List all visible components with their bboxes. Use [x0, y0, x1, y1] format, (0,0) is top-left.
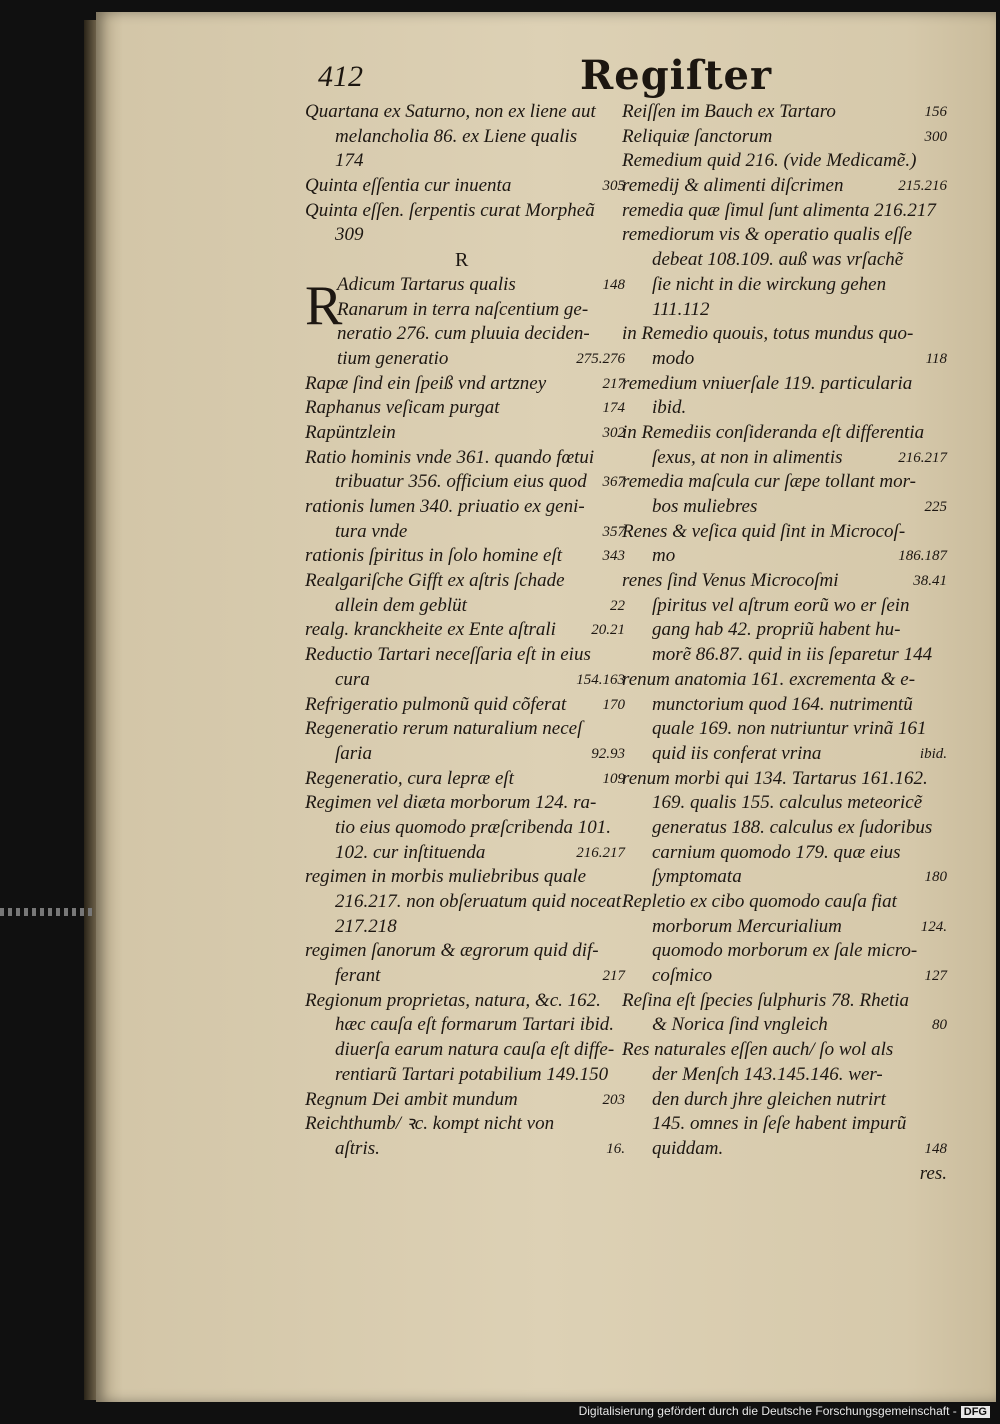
index-entry-line: [622, 816, 947, 841]
index-entry-line: [305, 520, 625, 545]
index-entry-page-ref: 225: [924, 499, 947, 515]
index-entry-line: [622, 446, 947, 471]
index-entry-text: & Norica ſind vngleich: [652, 1014, 828, 1036]
index-entry-line: [305, 544, 625, 569]
index-entry-line: [622, 273, 947, 298]
index-entry-line: [305, 421, 625, 446]
index-entry-line: [622, 594, 947, 619]
index-entry-line: [622, 1038, 947, 1063]
index-entry-line: [622, 1013, 947, 1038]
index-entry-line: [305, 915, 625, 940]
index-entry-page-ref: 148: [924, 1140, 947, 1157]
index-entry-text: rationis ſpiritus in ſolo homine eſt: [305, 545, 563, 567]
index-entry-line: [622, 544, 947, 569]
index-entry-page-ref: 148: [602, 276, 625, 293]
book-page-edge: [84, 20, 96, 1400]
index-entry-text: Ranarum in terra naſcentium ge-: [337, 298, 589, 320]
index-entry-text: in Remedio quouis, totus mundus quo-: [622, 323, 914, 345]
index-entry-page-ref: 367: [602, 474, 625, 491]
index-entry-line: [622, 248, 947, 273]
footer-text: Digitalisierung gefördert durch die Deutsche Forschungsgemeinschaft -: [578, 1404, 957, 1418]
index-entry-line: [622, 643, 947, 668]
index-entry-page-ref: 170: [602, 696, 625, 713]
drop-cap: R: [305, 275, 343, 337]
index-entry-line: [305, 865, 625, 890]
index-entry-line: [305, 816, 625, 841]
index-entry-line: [305, 841, 625, 866]
index-entry-line: [305, 125, 625, 150]
index-entry-text: Reichthumb/ ꝛc. kompt nicht von: [305, 1113, 555, 1135]
index-entry-text: Refrigeratio pulmonũ quid cõferat: [305, 693, 567, 715]
index-entry-line: [622, 199, 947, 224]
index-entry-text: Realgariſche Gifft ex aſtris ſchade: [305, 570, 565, 592]
footer-credit: [579, 1404, 990, 1418]
index-entry-line: [305, 890, 625, 915]
index-entry-line: [622, 372, 947, 397]
index-entry-text: rationis lumen 340. priuatio ex geni-: [305, 496, 585, 517]
index-entry-text: 111.112: [652, 298, 710, 320]
index-entry-page-ref: 302: [602, 424, 625, 441]
index-entry-text: renes ſind Venus Microcoſmi: [622, 570, 839, 592]
index-entry-page-ref: 217: [602, 968, 625, 985]
index-entry-line: [305, 298, 625, 323]
dfg-logo: DFG: [961, 1406, 990, 1418]
index-entry-page-ref: 92.93: [591, 745, 625, 762]
index-entry-line: [622, 841, 947, 866]
index-entry-line: [305, 199, 625, 224]
index-entry-text: coſmico: [652, 965, 713, 987]
index-entry-text: quomodo morborum ex ſale micro-: [652, 940, 918, 962]
index-entry-text: remediorum vis & operatio qualis eſſe: [622, 224, 913, 246]
index-entry-line: [305, 1112, 625, 1137]
index-entry-line: [622, 964, 947, 989]
index-entry-page-ref: 124.: [920, 918, 947, 935]
index-entry-text: ſexus, at non in alimentis: [652, 446, 843, 468]
index-entry-page-ref: 215.216: [898, 178, 947, 195]
index-entry-text: Quinta eſſentia cur inuenta: [305, 175, 512, 197]
index-entry-text: remedia quæ ſimul ſunt alimenta 216.217: [622, 199, 936, 221]
index-entry-text: ferant: [335, 965, 381, 987]
index-entry-page-ref: 275.276: [576, 350, 625, 367]
index-entry-page-ref: 156: [924, 104, 947, 120]
index-entry-line: [622, 693, 947, 718]
index-entry-text: morborum Mercurialium: [652, 915, 842, 937]
index-entry-line: [305, 643, 625, 668]
index-entry-text: rentiarũ Tartari potabilium 149.150: [335, 1063, 609, 1085]
index-entry-text: mo: [652, 545, 676, 567]
index-entry-line: [622, 668, 947, 693]
page-title: Regiſter: [580, 52, 773, 99]
index-entry-text: tura vnde: [335, 520, 408, 542]
index-entry-page-ref: 186.187: [898, 548, 947, 565]
index-entry-text: remedij & alimenti diſcrimen: [622, 175, 844, 197]
index-entry-text: Reliquiæ ſanctorum: [622, 125, 773, 147]
index-entry-text: Reſina eſt ſpecies ſulphuris 78. Rhetia: [622, 989, 910, 1011]
index-entry-page-ref: 203: [602, 1091, 625, 1108]
index-entry-page-ref: 22: [610, 597, 625, 614]
index-entry-line: [622, 223, 947, 248]
index-entry-text: quiddam.: [652, 1137, 724, 1159]
index-entry-line: [305, 1137, 625, 1162]
index-entry-line: [622, 791, 947, 816]
index-entry-line: [305, 1063, 625, 1088]
index-entry-page-ref: 154.163: [576, 671, 625, 688]
index-entry-text: renum anatomia 161. excrementa & e-: [622, 668, 916, 690]
index-entry-text: 102. cur inſtituenda: [335, 841, 486, 863]
index-entry-text: ſymptomata: [652, 866, 742, 888]
index-entry-line: [622, 865, 947, 890]
index-entry-text: regimen in morbis muliebribus quale: [305, 866, 587, 888]
index-entry-page-ref: 174: [602, 400, 625, 417]
index-entry-text: Regeneratio, cura lepræ eſt: [305, 767, 514, 789]
index-entry-text: remedium vniuerſale 119. particularia: [622, 372, 913, 394]
index-entry-text: Reductio Tartari neceſſaria eſt in eius: [305, 644, 591, 666]
index-entry-text: generatus 188. calculus ex ſudoribus: [652, 816, 933, 838]
index-entry-page-ref: ibid.: [919, 745, 947, 762]
index-entry-page-ref: 357: [602, 523, 625, 540]
index-entry-text: debeat 108.109. auß was vrſachẽ: [652, 249, 904, 271]
index-entry-text: R: [455, 249, 469, 272]
index-entry-line: [622, 421, 947, 446]
index-entry-line: [305, 791, 625, 816]
index-entry-text: den durch jhre gleichen nutrirt: [652, 1088, 886, 1110]
index-entry-line: [622, 939, 947, 964]
index-entry-line: [622, 989, 947, 1014]
index-entry-line: [305, 273, 625, 298]
index-entry-page-ref: 38.41: [913, 573, 947, 590]
index-entry-line: [305, 372, 625, 397]
index-entry-line: [622, 1162, 947, 1187]
index-entry-line: [622, 1112, 947, 1137]
index-entry-text: Regeneratio rerum naturalium neceſ: [305, 718, 583, 740]
index-entry-text: bos muliebres: [652, 496, 758, 517]
index-entry-line: [622, 1063, 947, 1088]
index-entry-line: [622, 149, 947, 174]
index-entry-text: Regnum Dei ambit mundum: [305, 1088, 518, 1110]
index-entry-text: tribuatur 356. officium eius quod: [335, 471, 587, 493]
index-entry-line: [305, 569, 625, 594]
index-entry-text: diuerſa earum natura cauſa eſt diffe-: [335, 1039, 615, 1061]
index-entry-text: 145. omnes in ſeſe habent impurũ: [652, 1113, 907, 1135]
index-entry-line: [622, 100, 947, 125]
index-entry-text: Repletio ex cibo quomodo cauſa fiat: [622, 891, 897, 912]
index-entry-line: [622, 1137, 947, 1162]
index-entry-line: [622, 125, 947, 150]
index-entry-text: Ratio hominis vnde 361. quando fœtui: [305, 446, 595, 468]
index-entry-text: melancholia 86. ex Liene qualis: [335, 125, 578, 147]
index-entry-text: ſaria: [335, 742, 372, 764]
index-entry-text: carnium quomodo 179. quæ eius: [652, 841, 901, 863]
index-entry-text: tio eius quomodo præſcribenda 101.: [335, 816, 612, 838]
index-entry-text: gang hab 42. propriũ habent hu-: [652, 619, 901, 641]
index-entry-line: [305, 322, 625, 347]
index-entry-line: [622, 742, 947, 767]
index-entry-text: Quinta eſſen. ſerpentis curat Morpheã: [305, 199, 595, 221]
index-entry-text: 169. qualis 155. calculus meteoricẽ: [652, 792, 923, 814]
index-entry-text: ſie nicht in die wirckung gehen: [652, 273, 887, 295]
index-entry-text: aſtris.: [335, 1137, 380, 1159]
index-entry-line: [305, 939, 625, 964]
index-entry-text: regimen ſanorum & ægrorum quid dif-: [305, 940, 599, 962]
index-entry-text: Rapüntzlein: [305, 421, 396, 443]
index-entry-page-ref: 127: [924, 968, 947, 985]
index-entry-text: quale 169. non nutriuntur vrinã 161: [652, 718, 927, 740]
index-entry-text: 174: [335, 150, 364, 172]
index-entry-text: neratio 276. cum pluuia deciden-: [337, 323, 590, 345]
index-entry-line: [622, 396, 947, 421]
index-entry-text: ibid.: [652, 397, 687, 419]
index-entry-page-ref: 180: [924, 869, 947, 886]
index-entry-text: Regionum proprietas, natura, &c. 162.: [305, 989, 601, 1011]
index-entry-line: [622, 298, 947, 323]
index-entry-line: [305, 100, 625, 125]
index-entry-line: [622, 322, 947, 347]
index-entry-text: Regimen vel diæta morborum 124. ra-: [305, 792, 597, 814]
index-entry-text: Rapæ ſind ein ſpeiß vnd artzney: [305, 372, 547, 394]
index-entry-text: 217.218: [335, 915, 397, 937]
index-entry-text: renum morbi qui 134. Tartarus 161.162.: [622, 767, 928, 789]
index-entry-line: [305, 248, 625, 273]
index-entry-text: ſpiritus vel aſtrum eorũ wo er ſein: [652, 594, 910, 616]
index-entry-line: [305, 495, 625, 520]
index-entry-text: der Menſch 143.145.146. wer-: [652, 1063, 883, 1085]
index-entry-text: Raphanus veſicam purgat: [305, 397, 500, 419]
index-entry-line: [305, 174, 625, 199]
index-entry-text: res.: [919, 1162, 947, 1184]
index-entry-line: [305, 347, 625, 372]
index-entry-line: [622, 174, 947, 199]
index-entry-line: [622, 569, 947, 594]
index-entry-page-ref: 16.: [606, 1140, 625, 1157]
index-entry-line: [305, 693, 625, 718]
left-column: [305, 100, 625, 1162]
index-entry-text: Quartana ex Saturno, non ex liene aut: [305, 101, 596, 122]
index-entry-text: tium generatio: [337, 347, 449, 369]
index-entry-line: [622, 717, 947, 742]
index-entry-line: [305, 594, 625, 619]
index-entry-text: realg. kranckheite ex Ente aſtrali: [305, 619, 556, 641]
index-entry-line: [305, 767, 625, 792]
index-entry-line: [305, 223, 625, 248]
index-entry-line: [305, 618, 625, 643]
index-entry-page-ref: 216.217: [576, 844, 625, 861]
index-entry-text: Remedium quid 216. (vide Medicamẽ.): [622, 150, 917, 172]
index-entry-line: [305, 446, 625, 471]
index-entry-line: [305, 989, 625, 1014]
index-entry-text: munctorium quod 164. nutrimentũ: [652, 693, 913, 715]
index-entry-line: [622, 618, 947, 643]
index-entry-page-ref: 20.21: [591, 622, 625, 639]
index-entry-text: modo: [652, 347, 695, 369]
index-entry-text: 309: [335, 224, 364, 246]
index-entry-page-ref: 216.217: [898, 449, 947, 466]
index-entry-line: [305, 149, 625, 174]
index-entry-line: [305, 396, 625, 421]
index-entry-line: [622, 1088, 947, 1113]
index-entry-line: [622, 520, 947, 545]
index-entry-line: [305, 1013, 625, 1038]
index-entry-text: Reiſſen im Bauch ex Tartaro: [622, 101, 836, 122]
index-entry-page-ref: 118: [925, 350, 947, 367]
index-entry-line: [622, 347, 947, 372]
index-entry-line: [622, 470, 947, 495]
index-entry-page-ref: 80: [932, 1017, 947, 1034]
index-entry-page-ref: 343: [602, 548, 625, 565]
index-entry-page-ref: 217: [602, 375, 625, 392]
index-entry-text: Adicum Tartarus qualis: [337, 273, 516, 295]
index-entry-line: [305, 668, 625, 693]
index-entry-line: [305, 1088, 625, 1113]
scan-ruler: [0, 908, 96, 916]
index-entry-page-ref: 305: [602, 178, 625, 195]
index-entry-line: [305, 1038, 625, 1063]
index-entry-line: [305, 742, 625, 767]
index-entry-line: [305, 717, 625, 742]
index-entry-line: [305, 470, 625, 495]
index-entry-line: [622, 915, 947, 940]
index-entry-text: in Remediis conſideranda eſt differentia: [622, 421, 925, 443]
index-entry-line: [622, 767, 947, 792]
index-entry-text: quid iis conferat vrina: [652, 742, 822, 764]
index-entry-text: allein dem geblüt: [335, 594, 467, 616]
index-entry-page-ref: 300: [924, 128, 947, 145]
index-entry-text: morẽ 86.87. quid in iis ſeparetur 144: [652, 644, 933, 666]
right-column: [622, 100, 947, 1186]
index-entry-page-ref: 109: [602, 770, 625, 787]
index-entry-line: [305, 964, 625, 989]
page-header: [318, 52, 948, 102]
index-entry-line: [622, 890, 947, 915]
index-entry-text: cura: [335, 668, 370, 690]
index-entry-text: 216.217. non obſeruatum quid noceat: [335, 891, 622, 912]
index-entry-text: Renes & veſica quid ſint in Microcoſ-: [622, 520, 906, 542]
index-entry-line: [622, 495, 947, 520]
page-number: 412: [318, 60, 363, 93]
index-entry-text: remedia maſcula cur ſæpe tollant mor-: [622, 471, 916, 493]
index-entry-text: hæc cauſa eſt formarum Tartari ibid.: [335, 1014, 615, 1036]
index-entry-text: Res naturales eſſen auch/ ſo wol als: [622, 1039, 894, 1061]
